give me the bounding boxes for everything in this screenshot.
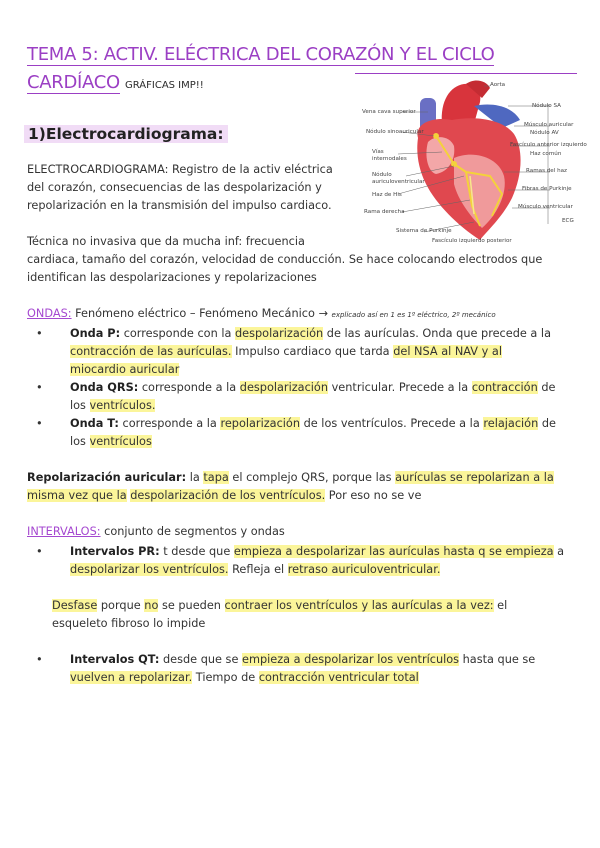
label-right-branch: Rama derecha — [364, 209, 405, 215]
onda-p: Onda P: corresponde con la despolarización de las aurículas. Onda que precede a la contracción de las aurículas. Impulso cardiaco que tarda del NSA al NAV y al miocardio auricular — [70, 327, 551, 376]
bullet-dot: • — [36, 417, 43, 430]
ondas-handnote: explicado así en 1 es 1º eléctrico, 2º mecánico — [331, 311, 496, 319]
label-sa-node-left: Nódulo sinoauricular — [366, 129, 424, 135]
onda-qrs: Onda QRS: corresponde a la despolarización ventricular. Precede a la contracción de los ventrículos. — [70, 381, 556, 412]
label-atrial-muscle: Músculo auricular — [524, 122, 574, 128]
label-sa-node: Nódulo SA — [532, 103, 561, 109]
ondas-heading: ONDAS: Fenómeno eléctrico – Fenómeno Mecánico → explicado así en 1 es 1º eléctrico, 2º mecánico — [27, 307, 496, 320]
intervalo-qt: Intervalos QT: desde que se empieza a despolarizar los ventrículos hasta que se vuelven a repolarizar. Tiempo de contracción ventricular total — [70, 653, 536, 684]
bullet-dot: • — [36, 381, 43, 394]
ecg-definition: ELECTROCARDIOGRAMA: Registro de la activ eléctrica del corazón, consecuencias de las despolarización y repolarización en la transmisión del impulso cardiaco. — [27, 163, 333, 212]
label-purkinje-fibers: Fibras de Purkinje — [522, 186, 572, 192]
title-note: GRÁFICAS IMP!! — [125, 80, 204, 91]
title-rule — [355, 73, 577, 74]
label-aorta: Aorta — [490, 82, 506, 88]
label-bundle-branches: Ramas del haz — [526, 168, 567, 174]
bullet-dot: • — [36, 545, 43, 558]
label-internodal: Vías internodales — [372, 149, 407, 162]
desfase-note: Desfase porque no se pueden contraer los ventrículos y las aurículas a la vez: el esqueleto fibroso lo impide — [52, 599, 508, 630]
intervalo-pr: Intervalos PR: t desde que empieza a despolarizar las aurículas hasta q se empieza a despolarizar los ventrículos. Refleja el retraso auriculoventricular. — [70, 545, 565, 576]
page-title-line2: CARDÍACO GRÁFICAS IMP!! — [27, 72, 204, 93]
page-title-line1: TEMA 5: ACTIV. ELÉCTRICA DEL CORAZÓN Y EL CICLO — [27, 44, 495, 65]
label-ecg: ECG — [562, 218, 574, 224]
label-common-bundle: Haz común — [530, 151, 562, 157]
label-purkinje-left: Sistema de Purkinje — [396, 228, 452, 234]
label-ventricular-muscle: Músculo ventricular — [518, 204, 573, 210]
intervalos-heading: INTERVALOS: conjunto de segmentos y ondas — [27, 525, 285, 538]
label-his: Haz de His — [372, 192, 402, 198]
label-av-node-left: Nódulo auriculoventricular — [372, 172, 425, 185]
bullet-dot: • — [36, 653, 43, 666]
repolarizacion-auricular: Repolarización auricular: la tapa el complejo QRS, porque las aurículas se repolarizan a la misma vez que la despolarización de los ventrículos. Por eso no se ve — [27, 471, 554, 502]
heart-conduction-diagram — [362, 76, 587, 246]
bullet-dot: • — [36, 327, 43, 340]
label-left-anterior-fascicle: Fascículo anterior izquierdo — [510, 142, 587, 148]
label-vena-cava: Vena cava superior — [362, 109, 416, 115]
ecg-technique: Técnica no invasiva que da mucha inf: frecuencia cardiaca, tamaño del corazón, velocidad de conducción. Se hace colocando electrodos que identifican las despolarizaciones y repolarizaciones — [27, 235, 543, 284]
label-left-posterior-fascicle: Fascículo izquierdo posterior — [432, 238, 512, 244]
onda-t: Onda T: corresponde a la repolarización de los ventrículos. Precede a la relajación de los ventrículos — [70, 417, 556, 448]
section-heading: 1)Electrocardiograma: — [24, 124, 228, 143]
label-av-node: Nódulo AV — [530, 130, 559, 136]
